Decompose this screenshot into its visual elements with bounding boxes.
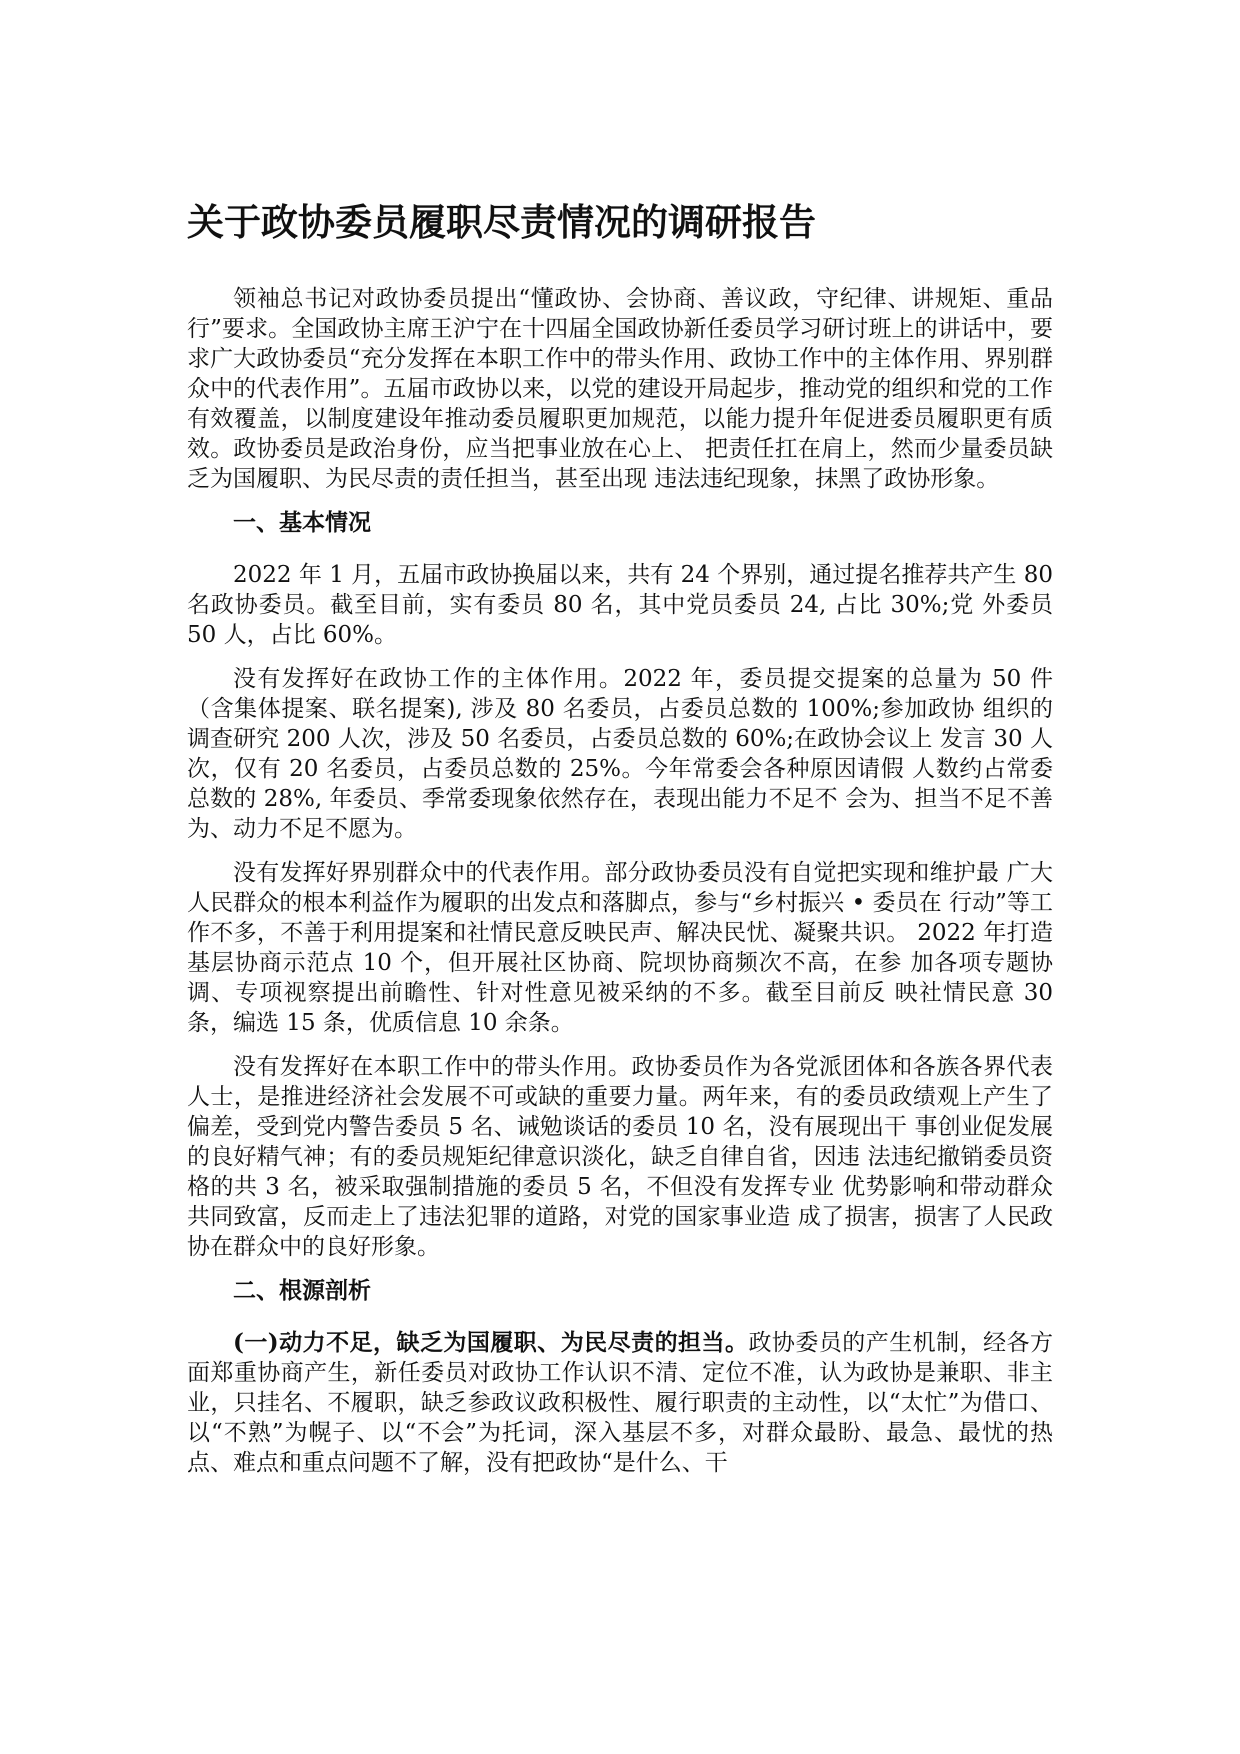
paragraph-leading-role: 没有发挥好在本职工作中的带头作用。政协委员作为各党派团体和各族各界代表人士，是推进经济社会发展不可或缺的重要力量。两年来，有的委员政绩观上产生了偏差，受到党内警告委员 5 名、诫勉谈话的委员 10 名，没有展现出干 事创业促发展的良好精气神；有的委员规矩纪律意识淡化，缺乏自律自省，因违 法违纪撤销委员资格的共 3 名，被采取强制措施的委员 5 名，不但没有发挥专业 优势影响和带动群众共同致富，反而走上了违法犯罪的道路，对党的国家事业造 成了损害，损害了人民政协在群众中的良好形象。 bbox=[187, 1054, 1053, 1260]
intro-paragraph: 领袖总书记对政协委员提出“懂政协、会协商、善议政，守纪律、讲规矩、重品行”要求。全国政协主席王沪宁在十四届全国政协新任委员学习研讨班上的讲话中，要求广大政协委员“充分发挥在本职工作中的带头作用、政协工作中的主体作用、界别群众中的代表作用”。五届市政协以来，以党的建设开局起步，推动党的组织和党的工作有效覆盖，以制度建设年推动委员履职更加规范，以能力提升年促进委员履职更有质效。政协委员是政治身份，应当把事业放在心上、 把责任扛在肩上，然而少量委员缺乏为国履职、为民尽责的责任担当，甚至出现 违法违纪现象，抹黑了政协形象。 bbox=[187, 286, 1053, 492]
paragraph-body-text: 政协委员的产生机制，经各方面郑重协商产生，新任委员对政协工作认识不清、定位不准，认为政协是兼职、非主业，只挂名、不履职，缺乏参政议政积极性、履行职责的主动性，以“太忙”为借口、以“不熟”为幌子、以“不会”为托词，深入基层不多，对群众最盼、最急、最忧的热点、难点和重点问题不了解，没有把政协“是什么、干 bbox=[187, 1330, 1054, 1476]
section-heading-root-cause: 二、根源剖析 bbox=[233, 1277, 371, 1304]
document-body bbox=[187, 196, 1053, 1492]
paragraph-representative-role: 没有发挥好界别群众中的代表作用。部分政协委员没有自觉把实现和维护最 广大人民群众的根本利益作为履职的出发点和落脚点，参与“乡村振兴 • 委员在 行动”等工作不多，不善于利用提案和社情民意反映民声、解决民忧、凝聚共识。 2022 年打造基层协商示范点 10 个，但开展社区协商、院坝协商频次不高，在参 加各项专题协调、专项视察提出前瞻性、针对性意见被采纳的不多。截至目前反 映社情民意 30 条，编选 15 条，优质信息 10 余条。 bbox=[187, 860, 1053, 1036]
paragraph-member-statistics: 2022 年 1 月，五届市政协换届以来，共有 24 个界别，通过提名推荐共产生 80 名政协委员。截至目前，实有委员 80 名，其中党员委员 24, 占比 30%;党 外委员 50 人，占比 60%。 bbox=[187, 562, 1053, 648]
paragraph-lack-of-motivation bbox=[187, 1328, 1053, 1478]
section-heading-basic-situation: 一、基本情况 bbox=[233, 509, 371, 536]
paragraph-main-role: 没有发挥好在政协工作的主体作用。2022 年，委员提交提案的总量为 50 件 （含集体提案、联名提案), 涉及 80 名委员，占委员总数的 100%;参加政协 组织的调查研究 200 人次，涉及 50 名委员，占委员总数的 60%;在政协会议上 发言 30 人次，仅有 20 名委员，占委员总数的 25%。今年常委会各种原因请假 人数约占常委总数的 28%, 年委员、季常委现象依然存在，表现出能力不足不 会为、担当不足不善为、动力不足不愿为。 bbox=[187, 666, 1053, 842]
paragraph-lead-text: (一)动力不足，缺乏为国履职、为民尽责的担当。 bbox=[233, 1329, 749, 1356]
document-title: 关于政协委员履职尽责情况的调研报告 bbox=[187, 200, 816, 244]
